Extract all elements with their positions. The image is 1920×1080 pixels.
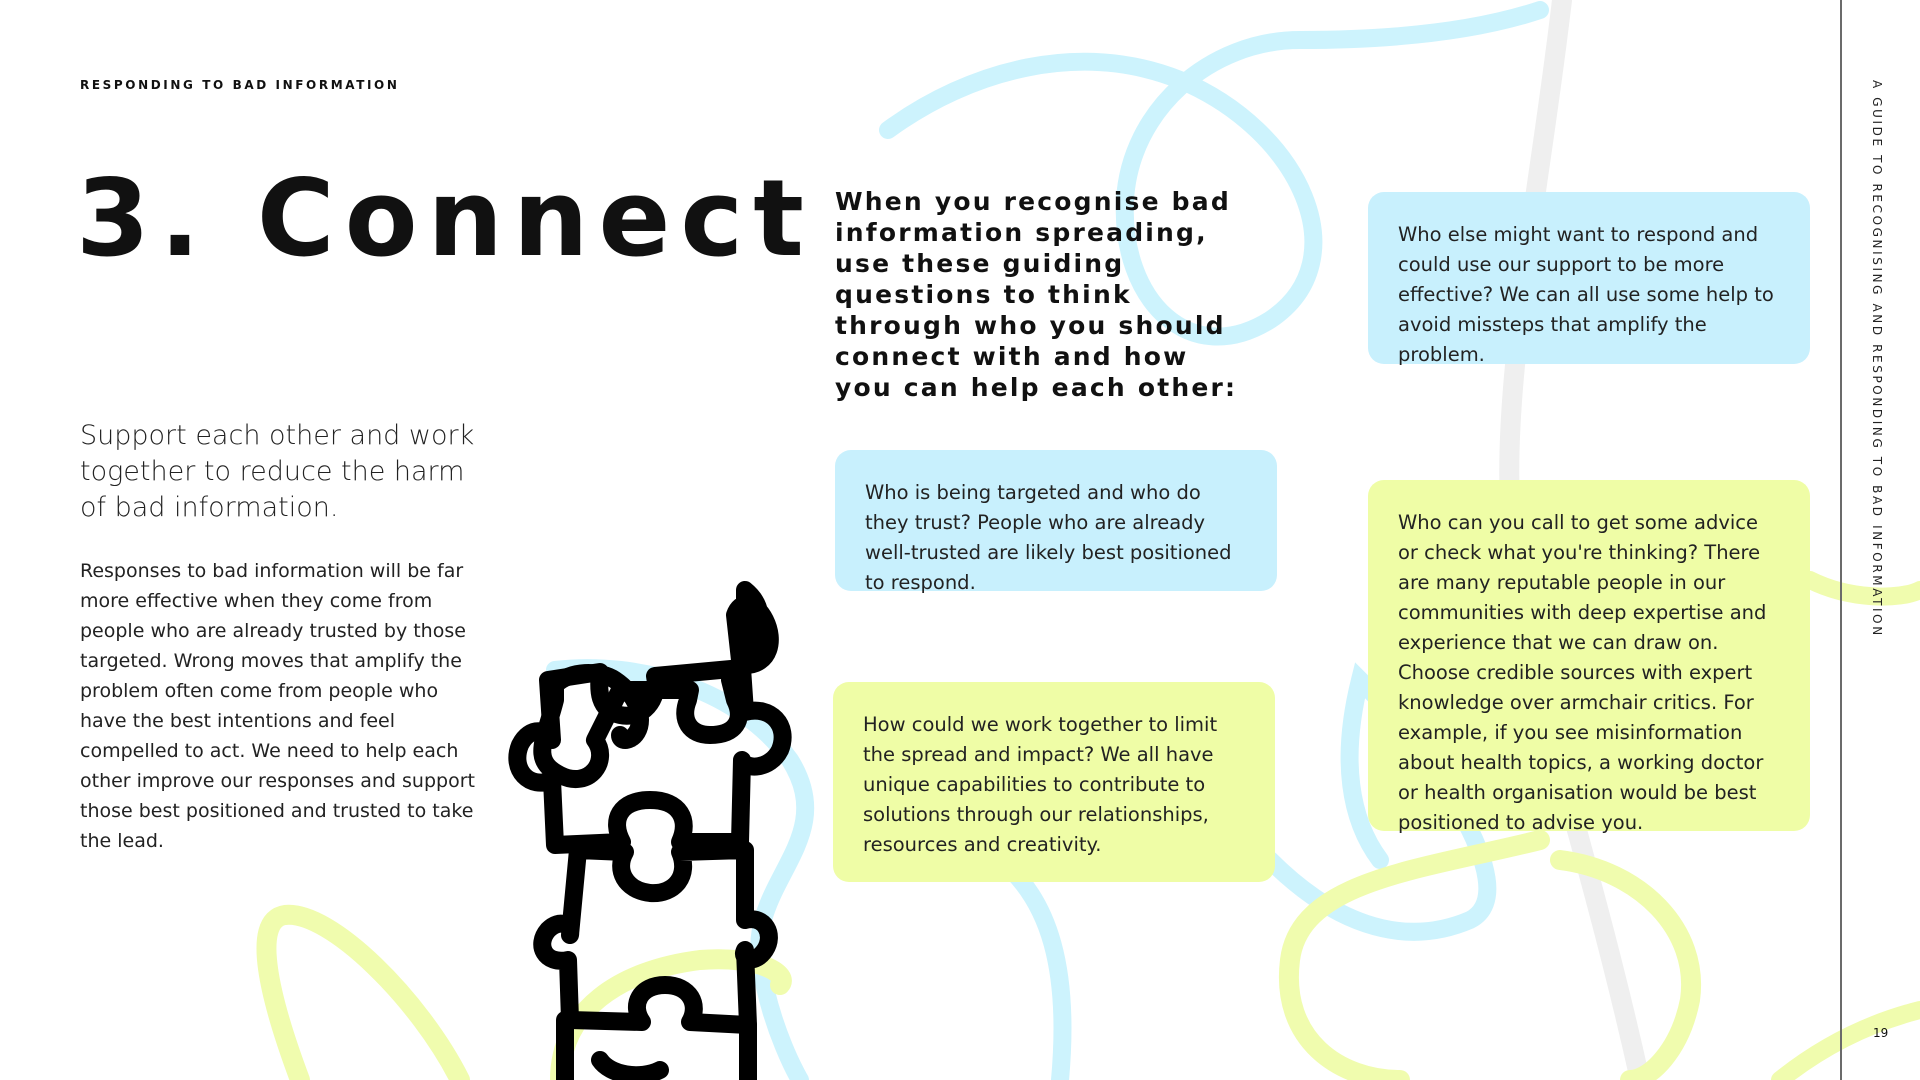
section-kicker: RESPONDING TO BAD INFORMATION: [80, 78, 400, 92]
running-guide-title: A GUIDE TO RECOGNISING AND RESPONDING TO BAD INFORMATION: [1870, 80, 1884, 638]
guiding-questions-intro: When you recognise bad information spreading, use these guiding questions to think through who you should connect with and how you can help each other:: [835, 187, 1238, 402]
question-card-advice: Who can you call to get some advice or check what you're thinking? There are many reputable people in our communities with deep expertise and experience that we can draw on. Choose credible sources with expert knowledge over armchair critics. For example, if you see misinformation about health topics, a working doctor or health organisation would be best positioned to advise you.: [1368, 480, 1810, 831]
lead-paragraph: Support each other and work together to reduce the harm of bad information.: [80, 420, 475, 523]
question-card-targeted: Who is being targeted and who do they trust? People who are already well-trusted are likely best positioned to respond.: [835, 450, 1277, 591]
page-number: 19: [1873, 1026, 1889, 1040]
question-card-work-together: How could we work together to limit the spread and impact? We all have unique capabilities to contribute to solutions through our relationships, resources and creativity.: [833, 682, 1275, 882]
margin-divider: [1840, 0, 1842, 1080]
page-title: 3. Connect: [76, 157, 814, 280]
yellow-squiggle-left: [266, 915, 460, 1080]
body-paragraph: Responses to bad information will be far more effective when they come from people who are already trusted by those targeted. Wrong moves that amplify the problem often come from people who have the best intentions and feel compelled to act. We need to help each other improve our responses and support those best positioned and trusted to take the lead.: [80, 560, 475, 852]
question-card-who-else: Who else might want to respond and could use our support to be more effective? We can all use some help to avoid missteps that amplify the problem.: [1368, 192, 1810, 364]
